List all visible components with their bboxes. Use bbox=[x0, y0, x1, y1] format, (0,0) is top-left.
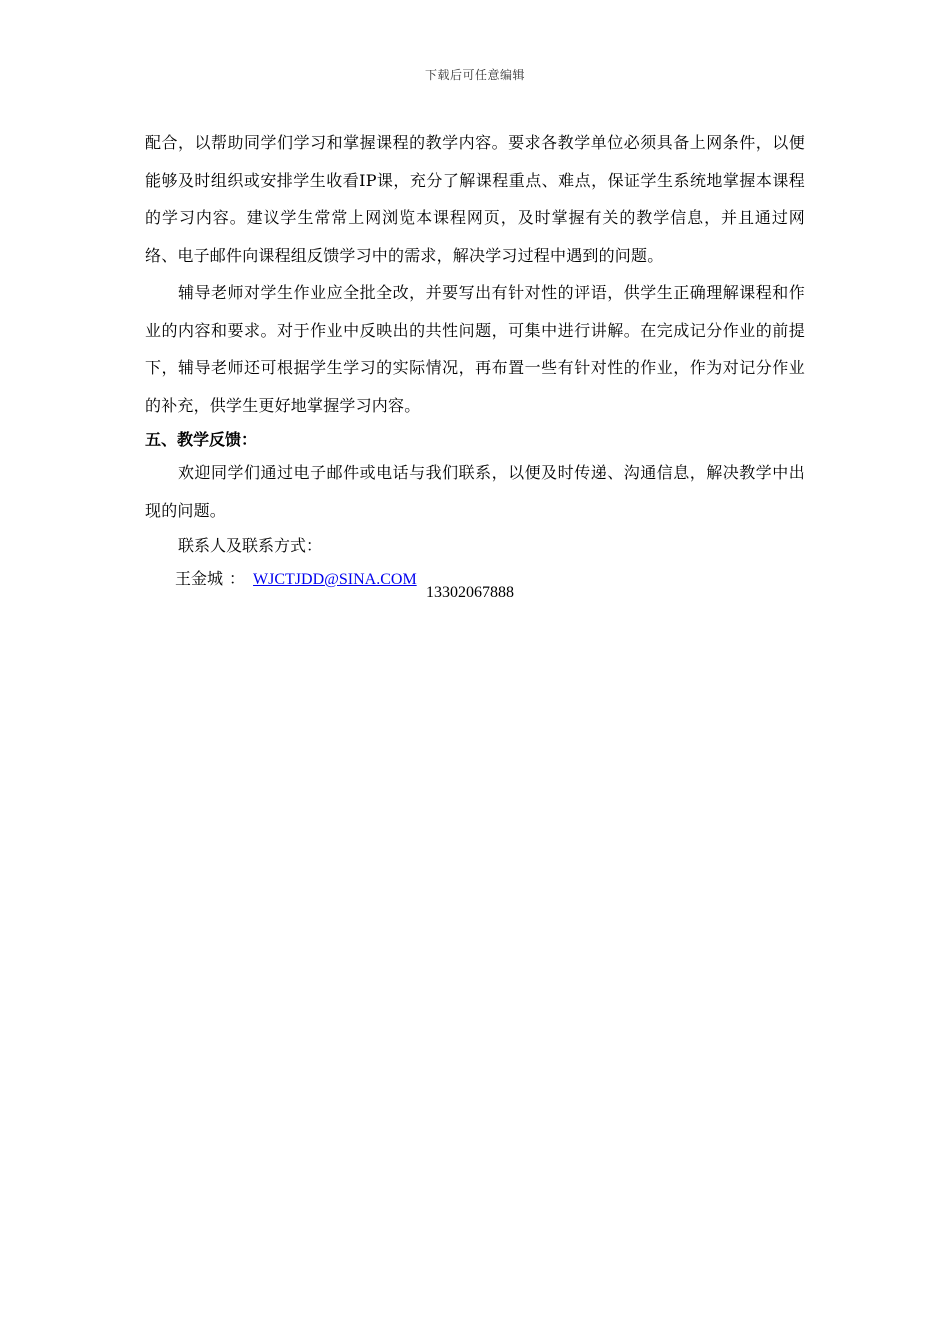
paragraph-tutor-homework: 辅导老师对学生作业应全批全改，并要写出有针对性的评语，供学生正确理解课程和作业的内容和要求。对于作业中反映出的共性问题，可集中进行讲解。在完成记分作业的前提下，辅导老师还可根据学生学习的实际情况，再布置一些有针对性的作业，作为对记分作业的补充，供学生更好地掌握学习内容。 bbox=[145, 283, 805, 415]
contact-name: 王金城 bbox=[175, 569, 224, 588]
paragraph-feedback: 欢迎同学们通过电子邮件或电话与我们联系，以便及时传递、沟通信息，解决教学中出现的问题。 bbox=[145, 463, 805, 520]
document-body bbox=[145, 124, 805, 601]
page-header: 下载后可任意编辑 bbox=[424, 68, 525, 82]
paragraph-course-support: 配合，以帮助同学们学习和掌握课程的教学内容。要求各教学单位必须具备上网条件，以便能够及时组织或安排学生收看IP课，充分了解课程重点、难点，保证学生系统地掌握本课程的学习内容。建议学生常常上网浏览本课程网页，及时掌握有关的教学信息，并且通过网络、电子邮件向课程组反馈学习中的需求，解决学习过程中遇到的问题。 bbox=[145, 133, 805, 265]
contact-label: 联系人及联系方式： bbox=[178, 536, 323, 555]
section-heading-feedback: 五、教学反馈： bbox=[145, 430, 258, 449]
contact-colon: ： bbox=[229, 569, 246, 588]
email-link[interactable]: WJCTJDD@SINA.COM bbox=[253, 571, 417, 588]
phone-number: 13302067888 bbox=[426, 584, 514, 601]
